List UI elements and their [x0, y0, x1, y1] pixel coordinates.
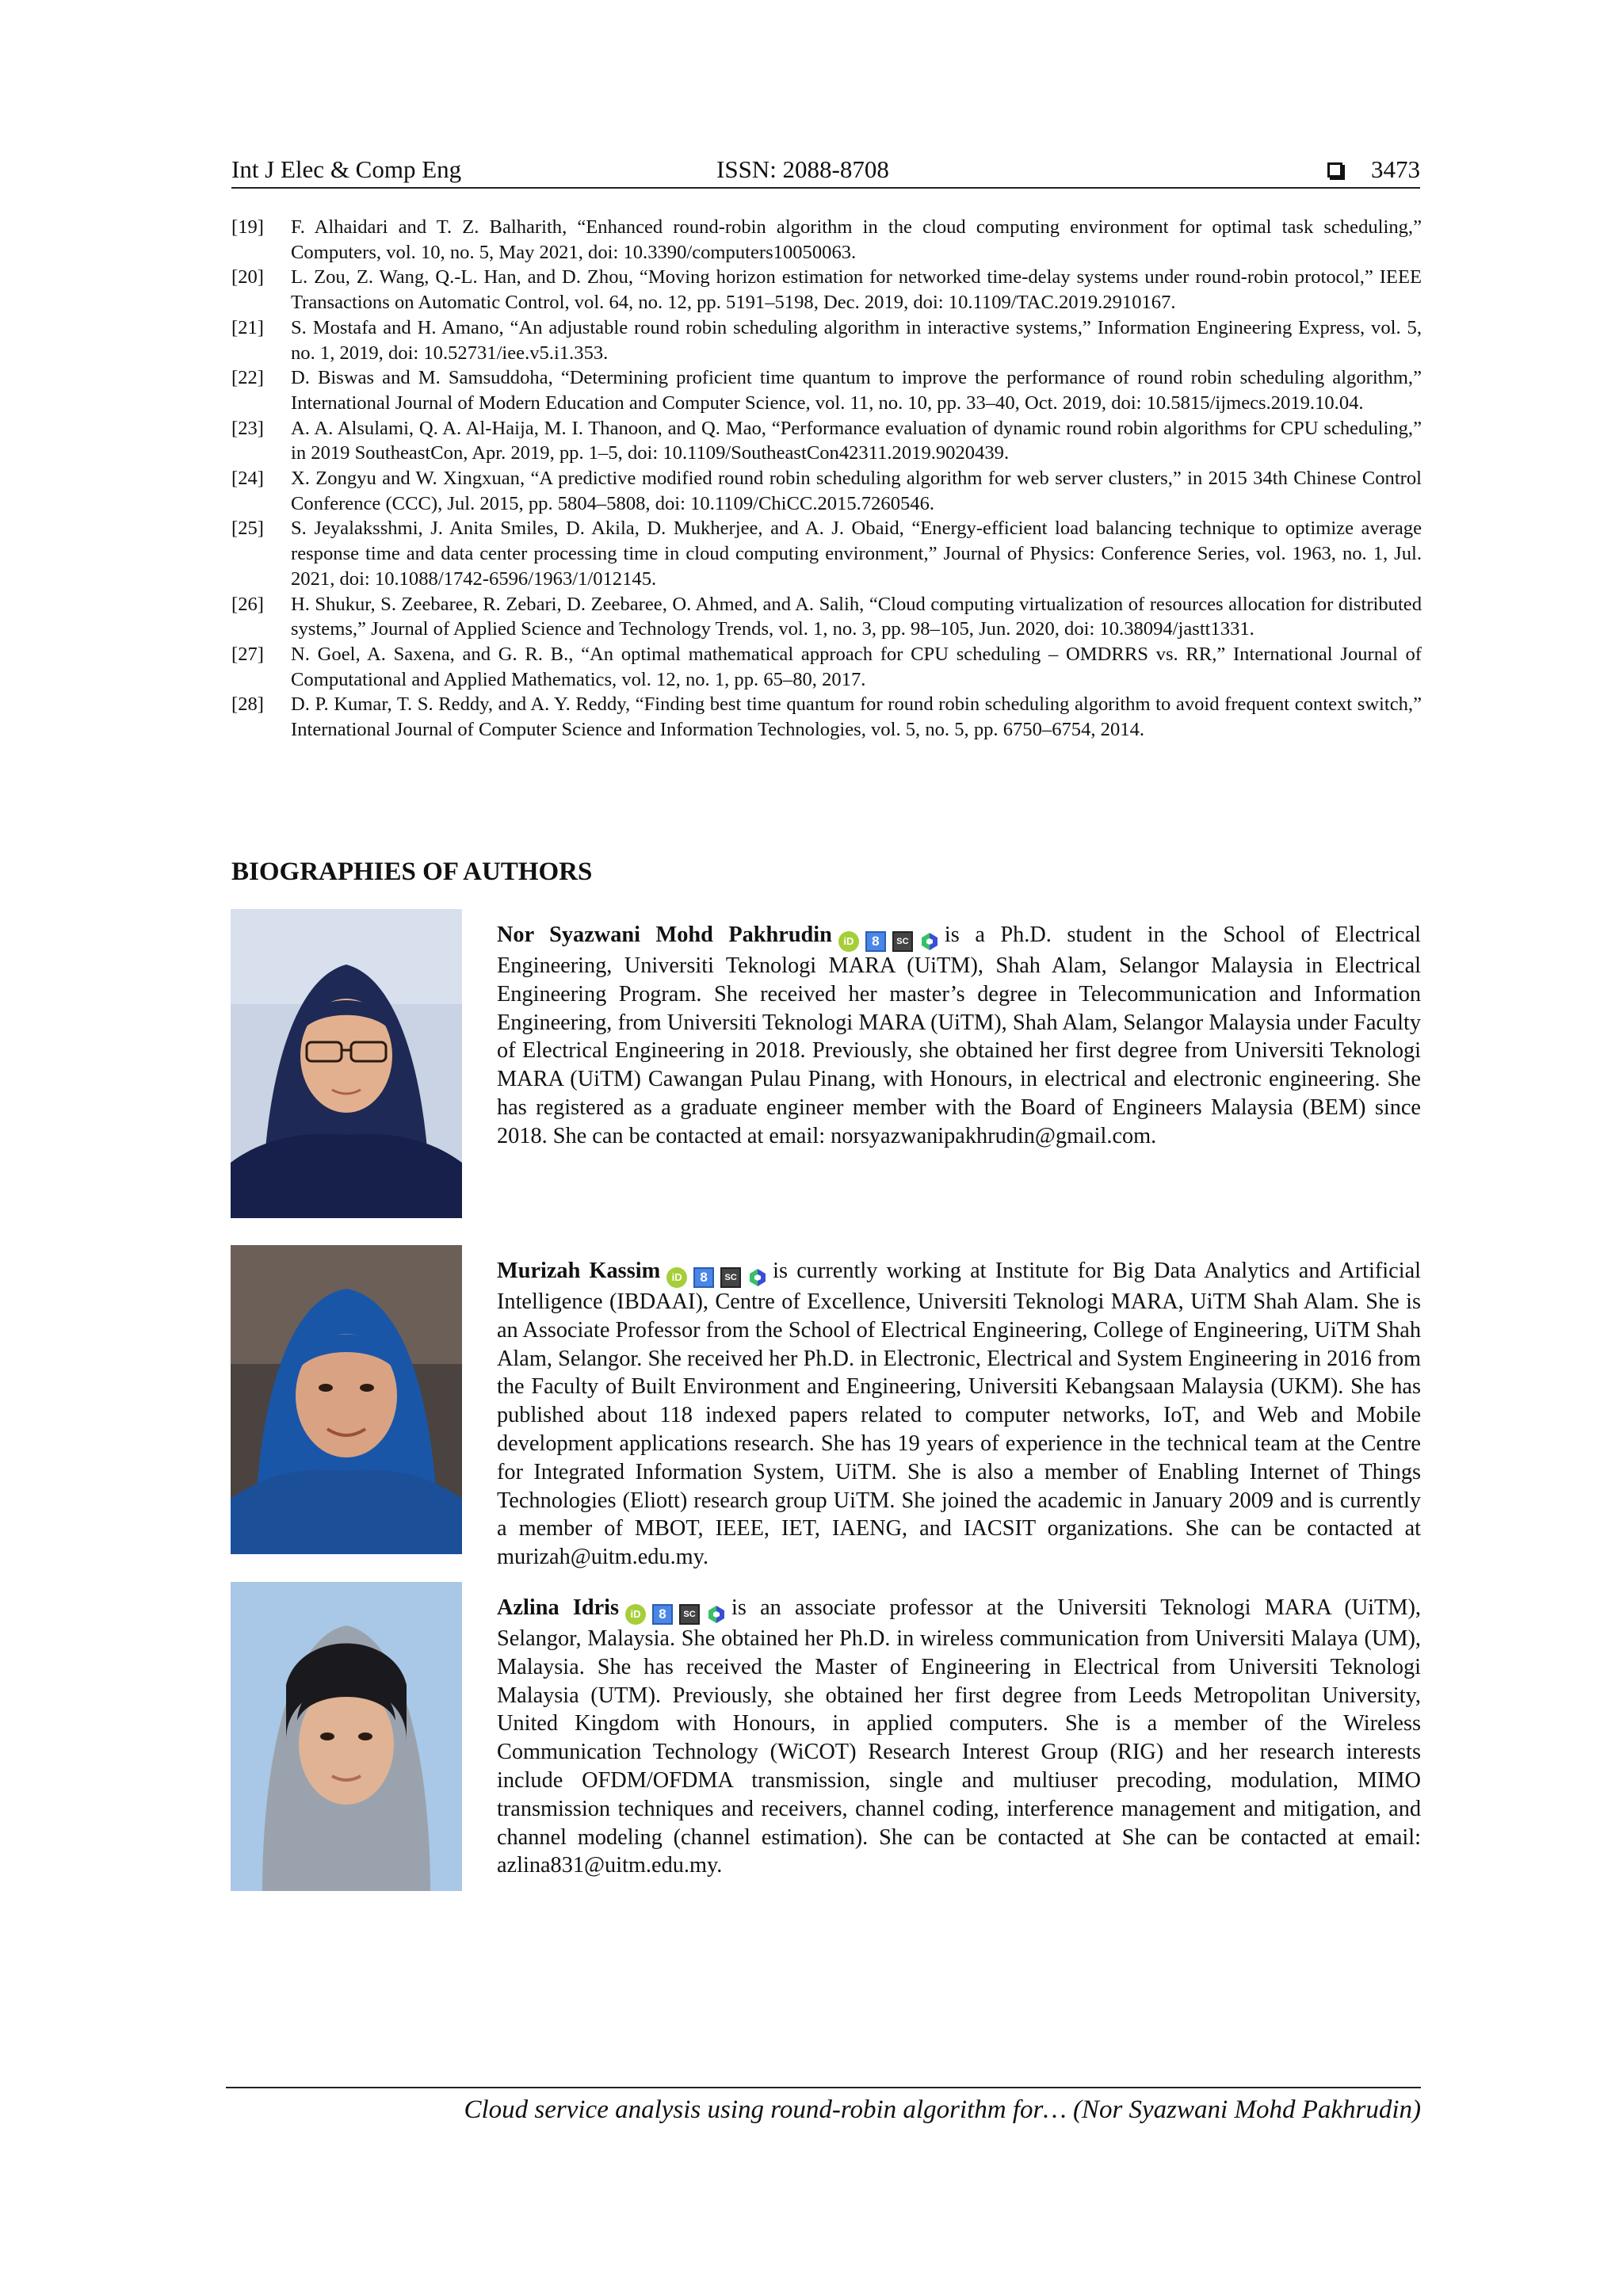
reference-text: L. Zou, Z. Wang, Q.-L. Han, and D. Zhou, “Moving horizon estimation for networked time-delay systems under round-robin protocol,” IEEE Transactions on Automatic Control, vol. 64, no. 12, pp. 5191–5198, Dec. 2019, doi: 10.1109/TAC.2019.2910167.	[291, 266, 1422, 314]
author-photo	[231, 1245, 462, 1554]
reference-number: [19]	[231, 216, 264, 238]
reference-number: [23]	[231, 417, 264, 439]
scopus-icon[interactable]: SC	[892, 931, 913, 952]
author-id-icons	[838, 931, 940, 952]
reference-text: S. Jeyalaksshmi, J. Anita Smiles, D. Akila, D. Mukherjee, and A. J. Obaid, “Energy-efficient load balancing technique to optimize average response time and data center processing time in cloud computing environment,” Journal of Physics: Conference Series, vol. 1963, no. 1, Jul. 2021, doi: 10.1088/1742-6596/1963/1/012145.	[291, 518, 1422, 590]
reference-text: F. Alhaidari and T. Z. Balharith, “Enhanced round-robin algorithm in the cloud computing environment for optimal task scheduling,” Computers, vol. 10, no. 5, May 2021, doi: 10.3390/computers10050063.	[291, 216, 1422, 263]
author-bio-text: is an associate professor at the Universiti Teknologi MARA (UiTM), Selangor, Malaysia. She obtained her Ph.D. in wireless communication from Universiti Malaya (UM), Malaysia. She has received the Master of Engineering in Electrical from Universiti Teknologi Malaysia (UTM). Previously, she obtained her first degree from Leeds Metropolitan University, United Kingdom with Honours, in applied computers. She is a member of the Wireless Communication Technology (WiCOT) Research Interest Group (RIG) and her research interests include OFDM/OFDMA transmission, single and multiuser precoding, modulation, MIMO transmission techniques and receivers, channel coding, interference management and mitigation, and channel modeling (channel estimation). She can be contacted at She can be contacted at email: azlina831@uitm.edu.my.	[497, 1595, 1421, 1878]
google-scholar-icon[interactable]: 8	[693, 1267, 714, 1288]
section-heading: BIOGRAPHIES OF AUTHORS	[231, 858, 593, 886]
page-header	[231, 152, 1420, 189]
author-bio-text: is currently working at Institute for Big Data Analytics and Artificial Intelligence (IBDAAI), Centre of Excellence, Universiti Teknologi MARA, UiTM Shah Alam. She is an Associate Professor from the School of Electrical Engineering, College of Engineering, UiTM Shah Alam, Selangor. She received her Ph.D. in Electronic, Electrical and System Engineering in 2016 from the Faculty of Built Environment and Engineering, Universiti Kebangsaan Malaysia (UKM). She has published about 118 indexed papers related to computer networks, IoT, and Web and Mobile development applications research. She has 19 years of experience in the technical team at the Centre for Integrated Information System, UiTM. She is also a member of Enabling Internet of Things Technologies (Eliott) research group UiTM. She joined the academic in January 2009 and is currently a member of MBOT, IEEE, IET, IAENG, and IACSIT organizations. She can be contacted at murizah@uitm.edu.my.	[497, 1259, 1421, 1570]
author-id-icons	[625, 1604, 727, 1625]
square-bullet-icon	[1327, 162, 1342, 178]
reference-number: [24]	[231, 468, 264, 490]
reference-item	[231, 516, 1422, 591]
reference-text: X. Zongyu and W. Xingxuan, “A predictive modified round robin scheduling algorithm for web server clusters,” in 2015 34th Chinese Control Conference (CCC), Jul. 2015, pp. 5804–5808, doi: 10.1109/ChiCC.2015.7260546.	[291, 468, 1422, 514]
footer-rule	[226, 2087, 1421, 2088]
reference-number: [28]	[231, 693, 264, 716]
page-number-group	[1327, 152, 1420, 187]
running-title: Cloud service analysis using round-robin algorithm for… (Nor Syazwani Mohd Pakhrudin)	[464, 2095, 1421, 2124]
orcid-icon[interactable]: iD	[625, 1604, 646, 1625]
author-name: Azlina Idris	[497, 1595, 620, 1620]
orcid-icon[interactable]: iD	[838, 931, 859, 952]
reference-text: A. A. Alsulami, Q. A. Al-Haija, M. I. Thanoon, and Q. Mao, “Performance evaluation of dynamic round robin algorithms for CPU scheduling,” in 2019 SoutheastCon, Apr. 2019, pp. 1–5, doi: 10.1109/SoutheastCon42311.2019.9020439.	[291, 417, 1422, 464]
reference-number: [27]	[231, 643, 264, 665]
author-photo	[231, 909, 462, 1218]
reference-text: H. Shukur, S. Zeebaree, R. Zebari, D. Zeebaree, O. Ahmed, and A. Salih, “Cloud computing virtualization of resources allocation for distributed systems,” Journal of Applied Science and Technology Trends, vol. 1, no. 3, pp. 98–105, Jun. 2020, doi: 10.38094/jastt1331.	[291, 593, 1422, 640]
reference-number: [21]	[231, 316, 264, 338]
reference-text: S. Mostafa and H. Amano, “An adjustable round robin scheduling algorithm in interactive systems,” Information Engineering Express, vol. 5, no. 1, 2019, doi: 10.52731/iee.v5.i1.353.	[291, 316, 1422, 364]
reference-number: [20]	[231, 266, 264, 288]
scopus-icon[interactable]: SC	[679, 1604, 700, 1625]
author-id-icons	[666, 1267, 768, 1288]
reference-text: D. Biswas and M. Samsuddoha, “Determining proficient time quantum to improve the performance of round robin scheduling algorithm,” International Journal of Modern Education and Computer Science, vol. 11, no. 10, pp. 33–40, Oct. 2019, doi: 10.5815/ijmecs.2019.10.04.	[291, 367, 1422, 414]
reference-text: D. P. Kumar, T. S. Reddy, and A. Y. Reddy, “Finding best time quantum for round robin scheduling algorithm to avoid frequent context switch,” International Journal of Computer Science and Information Technologies, vol. 5, no. 5, pp. 6750–6754, 2014.	[291, 693, 1422, 741]
google-scholar-icon[interactable]: 8	[865, 931, 886, 952]
publons-icon[interactable]	[706, 1604, 727, 1625]
publons-icon[interactable]	[919, 931, 940, 952]
reference-number: [22]	[231, 367, 264, 389]
google-scholar-icon[interactable]: 8	[652, 1604, 673, 1625]
reference-item	[231, 215, 1422, 265]
author-bio	[497, 1257, 1421, 1572]
author-bio-text: is a Ph.D. student in the School of Electrical Engineering, Universiti Teknologi MARA (UiTM), Shah Alam, Selangor Malaysia in Electrical Engineering Program. She received her master’s degree in Telecommunication and Information Engineering, from Universiti Teknologi MARA (UiTM), Shah Alam, Selangor Malaysia under Faculty of Electrical Engineering in 2018. Previously, she obtained her first degree from Universiti Teknologi MARA (UiTM) Cawangan Pulau Pinang, with Honours, in electrical and electronic engineering. She has registered as a graduate engineer member with the Board of Engineers Malaysia (BEM) since 2018. She can be contacted at email: norsyazwanipakhrudin@gmail.com.	[497, 923, 1421, 1148]
reference-item	[231, 265, 1422, 315]
author-bio	[497, 1594, 1421, 1880]
author-name: Murizah Kassim	[497, 1259, 661, 1283]
reference-item	[231, 692, 1422, 742]
journal-name: Int J Elec & Comp Eng	[231, 155, 462, 183]
reference-item	[231, 642, 1422, 692]
reference-item	[231, 466, 1422, 516]
publons-icon[interactable]	[747, 1267, 768, 1288]
reference-item	[231, 365, 1422, 415]
reference-text: N. Goel, A. Saxena, and G. R. B., “An optimal mathematical approach for CPU scheduling – OMDRRS vs. RR,” International Journal of Computational and Applied Mathematics, vol. 12, no. 1, pp. 65–80, 2017.	[291, 643, 1422, 690]
page-number: 3473	[1371, 155, 1420, 183]
issn: ISSN: 2088-8708	[716, 155, 889, 183]
reference-item	[231, 315, 1422, 365]
author-name: Nor Syazwani Mohd Pakhrudin	[497, 923, 832, 947]
scopus-icon[interactable]: SC	[720, 1267, 741, 1288]
author-photo	[231, 1582, 462, 1891]
reference-number: [25]	[231, 518, 264, 540]
reference-list	[231, 215, 1422, 743]
reference-number: [26]	[231, 593, 264, 615]
author-bio	[497, 921, 1421, 1151]
orcid-icon[interactable]: iD	[666, 1267, 687, 1288]
reference-item	[231, 416, 1422, 466]
reference-item	[231, 592, 1422, 642]
